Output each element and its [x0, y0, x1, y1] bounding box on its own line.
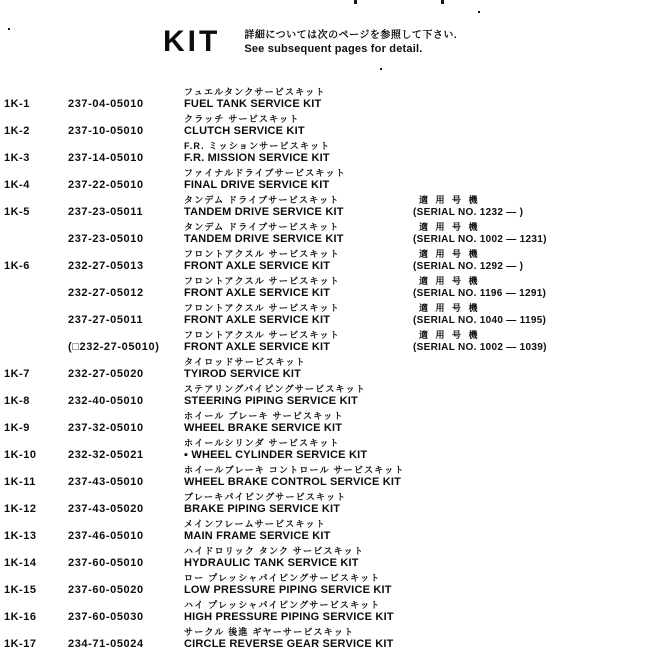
kit-id: 1K-2 [4, 125, 30, 137]
kit-name-japanese: メインフレームサービスキット [184, 519, 326, 529]
kit-id: 1K-11 [4, 476, 36, 488]
kit-name-japanese: フロントアクスル サービスキット [184, 276, 340, 286]
part-number: 237-22-05010 [68, 179, 144, 191]
part-number: 237-32-05010 [68, 422, 144, 434]
kit-name-japanese: ホイールブレーキ コントロール サービスキット [184, 465, 405, 475]
kit-name [184, 113, 413, 138]
serial-label-japanese: 適 用 号 機 [419, 249, 481, 259]
kit-name [184, 140, 413, 165]
serial-range: (SERIAL NO. 1002 — 1039) [413, 342, 547, 353]
kit-name-english: HYDRAULIC TANK SERVICE KIT [184, 557, 359, 569]
serial-label-japanese: 適 用 号 機 [419, 303, 481, 313]
table-row [4, 327, 652, 354]
kit-name [184, 491, 413, 516]
kit-name [184, 86, 413, 111]
kit-id: 1K-4 [4, 179, 30, 191]
kit-name [184, 572, 413, 597]
serial-range: (SERIAL NO. 1292 — ) [413, 261, 524, 272]
kit-id: 1K-14 [4, 557, 37, 569]
serial-label-japanese: 適 用 号 機 [419, 330, 481, 340]
table-row [4, 354, 652, 381]
kit-name-japanese: フュエルタンクサービスキット [184, 87, 326, 97]
header-notes [244, 28, 457, 56]
part-number: 237-10-05010 [68, 125, 144, 137]
kit-id: 1K-6 [4, 260, 30, 272]
part-number: 237-43-05020 [68, 503, 144, 515]
kit-name-japanese: ブレーキパイピングサービスキット [184, 492, 347, 502]
kit-name-japanese: ハイドロリック タンク サービスキット [184, 546, 365, 556]
kit-name-english: HIGH PRESSURE PIPING SERVICE KIT [184, 611, 394, 623]
kit-id: 1K-7 [4, 368, 30, 380]
table-row [4, 435, 652, 462]
note-english: See subsequent pages for detail. [244, 43, 423, 55]
kit-name [184, 329, 413, 354]
kit-name-japanese: ホイール ブレーキ サービスキット [184, 411, 344, 421]
table-row [4, 138, 652, 165]
kit-name [184, 356, 413, 381]
kit-name-english: FRONT AXLE SERVICE KIT [184, 314, 331, 326]
part-number: 232-27-05013 [68, 260, 144, 272]
serial-range: (SERIAL NO. 1040 — 1195) [413, 315, 547, 326]
part-number: 237-23-05011 [68, 206, 144, 218]
kit-id: 1K-5 [4, 206, 30, 218]
table-row [4, 408, 652, 435]
serial-label-japanese: 適 用 号 機 [419, 195, 481, 205]
part-number: 237-27-05011 [68, 314, 144, 326]
part-number: 237-46-05010 [68, 530, 144, 542]
serial-cell [413, 248, 652, 273]
part-number: 237-43-05010 [68, 476, 144, 488]
kit-name-japanese: フロントアクスル サービスキット [184, 249, 340, 259]
kit-name-english: TANDEM DRIVE SERVICE KIT [184, 206, 344, 218]
kit-name-english: FINAL DRIVE SERVICE KIT [184, 179, 330, 191]
serial-label-japanese: 適 用 号 機 [419, 276, 481, 286]
page-title: KIT [163, 25, 221, 58]
part-number: 234-71-05024 [68, 638, 144, 650]
serial-cell [413, 194, 652, 219]
table-row [4, 300, 652, 327]
kit-name-japanese: ロー プレッシャパイピングサービスキット [184, 573, 381, 583]
scan-artifact [8, 28, 10, 30]
kit-name-english: TYIROD SERVICE KIT [184, 368, 302, 380]
kit-name [184, 518, 413, 543]
kit-name-english: FRONT AXLE SERVICE KIT [184, 341, 331, 353]
kit-name [184, 275, 413, 300]
table-row [4, 516, 652, 543]
kit-name [184, 599, 413, 624]
scan-artifact [478, 11, 480, 13]
kit-name-english: TANDEM DRIVE SERVICE KIT [184, 233, 344, 245]
scan-artifact [380, 68, 382, 70]
part-number: 232-27-05020 [68, 368, 144, 380]
table-row [4, 219, 652, 246]
kit-name [184, 545, 413, 570]
part-number: (□232-27-05010) [68, 341, 160, 353]
table-row [4, 192, 652, 219]
part-number: 237-23-05010 [68, 233, 144, 245]
kit-name-japanese: ホイールシリンダ サービスキット [184, 438, 340, 448]
table-row [4, 84, 652, 111]
table-row [4, 273, 652, 300]
kit-name-english: WHEEL BRAKE CONTROL SERVICE KIT [184, 476, 402, 488]
table-row [4, 381, 652, 408]
kit-name-english: ▪ WHEEL CYLINDER SERVICE KIT [184, 449, 368, 461]
kit-name-japanese: フロントアクスル サービスキット [184, 303, 340, 313]
part-number: 237-14-05010 [68, 152, 144, 164]
kit-name-japanese: タイロッドサービスキット [184, 357, 306, 367]
kit-id: 1K-13 [4, 530, 37, 542]
kit-id: 1K-9 [4, 422, 30, 434]
serial-cell [413, 221, 652, 246]
part-number: 237-60-05020 [68, 584, 144, 596]
table-row [4, 462, 652, 489]
kit-name [184, 194, 413, 219]
part-number: 237-60-05030 [68, 611, 144, 623]
table-row [4, 246, 652, 273]
kit-name [184, 167, 413, 192]
table-row [4, 597, 652, 624]
kit-name-english: MAIN FRAME SERVICE KIT [184, 530, 331, 542]
serial-cell [413, 275, 652, 300]
kit-name [184, 464, 413, 489]
kit-name-english: FRONT AXLE SERVICE KIT [184, 287, 331, 299]
kit-name-japanese: ファイナルドライブサービスキット [184, 168, 346, 178]
table-row [4, 570, 652, 597]
kit-id: 1K-12 [4, 503, 37, 515]
part-number: 232-40-05010 [68, 395, 144, 407]
serial-label-japanese: 適 用 号 機 [419, 222, 481, 232]
serial-range: (SERIAL NO. 1232 — ) [413, 207, 524, 218]
kit-name [184, 383, 413, 408]
kit-name [184, 437, 413, 462]
kit-name-japanese: フロントアクスル サービスキット [184, 330, 340, 340]
kit-name-japanese: クラッチ サービスキット [184, 114, 300, 124]
table-row [4, 111, 652, 138]
kit-name-japanese: ステアリングパイピングサービスキット [184, 384, 366, 394]
kit-name [184, 410, 413, 435]
kit-name [184, 302, 413, 327]
kit-id: 1K-17 [4, 638, 37, 650]
kit-name-english: BRAKE PIPING SERVICE KIT [184, 503, 341, 515]
scan-artifact [441, 0, 444, 4]
note-japanese: 詳細については次のページを参照して下さい. [244, 30, 458, 41]
kit-id: 1K-15 [4, 584, 37, 596]
kit-id: 1K-1 [4, 98, 30, 110]
kit-name-japanese: ハイ プレッシャパイピングサービスキット [184, 600, 381, 610]
kit-name [184, 248, 413, 273]
serial-range: (SERIAL NO. 1002 — 1231) [413, 234, 547, 245]
kit-id: 1K-16 [4, 611, 37, 623]
kit-name-english: FUEL TANK SERVICE KIT [184, 98, 322, 110]
part-number: 232-32-05021 [68, 449, 144, 461]
kit-name-japanese: タンデム ドライブサービスキット [184, 222, 340, 232]
kit-table [4, 84, 652, 651]
kit-name-english: FRONT AXLE SERVICE KIT [184, 260, 331, 272]
serial-cell [413, 302, 652, 327]
table-row [4, 624, 652, 651]
kit-name-english: WHEEL BRAKE SERVICE KIT [184, 422, 343, 434]
scan-artifact [354, 0, 357, 4]
kit-name-japanese: タンデム ドライブサービスキット [184, 195, 340, 205]
table-row [4, 165, 652, 192]
part-number: 232-27-05012 [68, 287, 144, 299]
kit-name-english: CIRCLE REVERSE GEAR SERVICE KIT [184, 638, 394, 650]
part-number: 237-04-05010 [68, 98, 144, 110]
kit-name-english: STEERING PIPING SERVICE KIT [184, 395, 358, 407]
table-row [4, 489, 652, 516]
kit-name [184, 626, 413, 651]
page-header [163, 25, 458, 58]
kit-name-japanese: サークル 後進 ギヤーサービスキット [184, 627, 355, 637]
kit-id: 1K-8 [4, 395, 30, 407]
part-number: 237-60-05010 [68, 557, 144, 569]
kit-name-english: LOW PRESSURE PIPING SERVICE KIT [184, 584, 392, 596]
table-row [4, 543, 652, 570]
kit-name [184, 221, 413, 246]
serial-range: (SERIAL NO. 1196 — 1291) [413, 288, 547, 299]
kit-name-japanese: F.R. ミッションサービスキット [184, 141, 331, 151]
serial-cell [413, 329, 652, 354]
kit-name-english: F.R. MISSION SERVICE KIT [184, 152, 330, 164]
kit-id: 1K-10 [4, 449, 37, 461]
kit-id: 1K-3 [4, 152, 30, 164]
kit-name-english: CLUTCH SERVICE KIT [184, 125, 305, 137]
